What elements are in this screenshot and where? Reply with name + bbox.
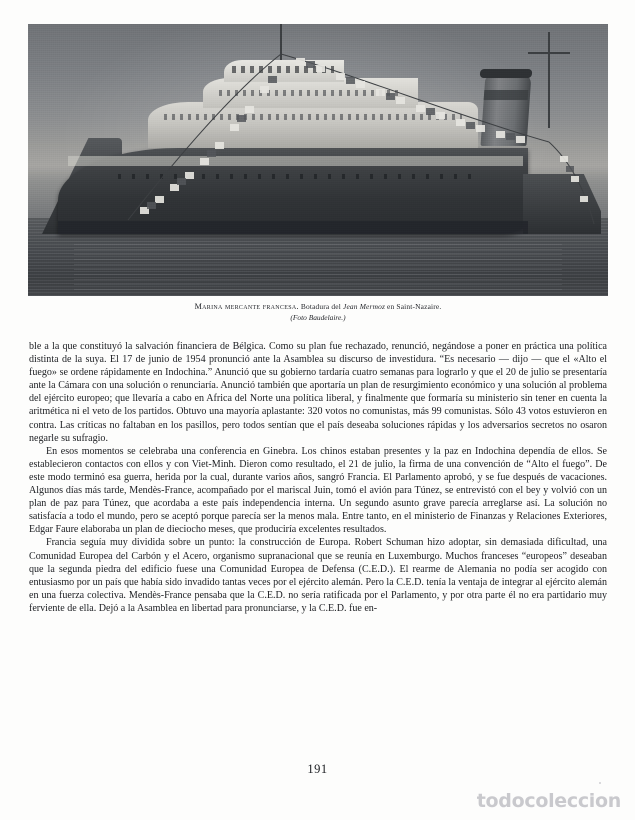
figure-caption-text-before: Botadura del bbox=[298, 302, 344, 311]
paragraph-3: Francia seguía muy dividida sobre un punto: la construcción de Europa. Robert Schuman hizo adoptar, sin demasiada dificultad, una Comunidad Europea del Carbón y el Acero, organismo supranacional que se reunía en Luxemburgo. Muchos franceses “europeos” deseaban que la segunda piedra del edificio fuese una Comunidad Europea de Defensa (C.E.D.). El rearme de Alemania no podía ser acogido con entusiasmo por un país que había sido invadido tantas veces por el ejército alemán. Pero la C.E.D. tenía la ventaja de integrar al ejército alemán en una fuerza colectiva. Mendès-France pensaba que la C.E.D. no sería ratificada por el Parlamento, y por otra parte él no era partidario muy ferviente de ella. Dejó a la Asamblea en libertad para pronunciarse, y la C.E.D. fue en- bbox=[29, 537, 607, 614]
paragraph-1: ble a la que constituyó la salvación financiera de Bélgica. Como su plan fue rechazado, renunció, negándose a poner en práctica una política distinta de la suya. El 17 de junio de 1954 pronunció ante la Asamblea su discurso de investidura. “Es necesario — dijo — que el «Alto el fuego» se ordene rápidamente en Indochina.” Anunció que su gobierno tardaría cuatro semanas para lograrlo y que el 20 de julio se presentaría ante la Cámara con una solución o renunciaría. Anunció también que aportaría un plan de resurgimiento económico y una solución al problema del ejército europeo; que llevaría a cabo en Africa del Norte una política liberal, y finalmente que formaría su ministerio sin tener en cuenta la aritmética ni el veto de los partidos. Obtuvo una mayoría aplastante: 320 votos no comunistas, más 99 comunistas. Sólo 43 votos estuvieron en contra. Las críticas no faltaban en los pasillos, pero todos sentían que el país deseaba soluciones rápidas y los adversarios secretos no osaron negarle su sufragio. bbox=[29, 341, 607, 444]
todocoleccion-watermark: todocoleccion bbox=[476, 790, 621, 812]
page-number: 191 bbox=[307, 762, 328, 776]
figure-caption-text-after: en Saint-Nazaire. bbox=[385, 302, 442, 311]
ship-photograph bbox=[28, 24, 608, 296]
figure-caption-ship-name: Jean Mermoz bbox=[343, 302, 386, 311]
watermark-dot bbox=[599, 782, 601, 784]
paragraph-2: En esos momentos se celebraba una conferencia en Ginebra. Los chinos estaban presentes y la paz en Indochina dependía de ellos. Se establecieron contactos con ellos y con Viet-Minh. Dieron como resultado, el 21 de julio, la firma de una convención de “Alto el fuego”. De este modo terminó esa guerra, herida por la cual, durante varios años, sangró Francia. El Parlamento aprobó, y se fue después de vacaciones. Algunos días más tarde, Mendès-France, acompañado por el mariscal Juin, tomó el avión para Túnez, se entrevistó con el bey y volvió con un plan de paz para Túnez, que acordaba a este país independencia interna. Un segundo asunto grave parecía arreglarse así. La solución no satisfacía a todo el mundo, pero se aceptó porque parecía ser la menos mala. Entre tanto, en el ministerio de Finanzas y Relaciones Exteriores, Edgar Faure elaboraba un plan de dieciocho meses, que produciría excelentes resultados. bbox=[29, 445, 607, 536]
figure-caption-heading: Marina mercante francesa. bbox=[194, 302, 299, 311]
body-text-column bbox=[29, 340, 607, 615]
figure-photo-credit: (Foto Baudelaire.) bbox=[290, 312, 346, 322]
figure-caption bbox=[28, 302, 608, 322]
photo-grain bbox=[28, 24, 608, 296]
figure-caption-line bbox=[28, 302, 608, 312]
